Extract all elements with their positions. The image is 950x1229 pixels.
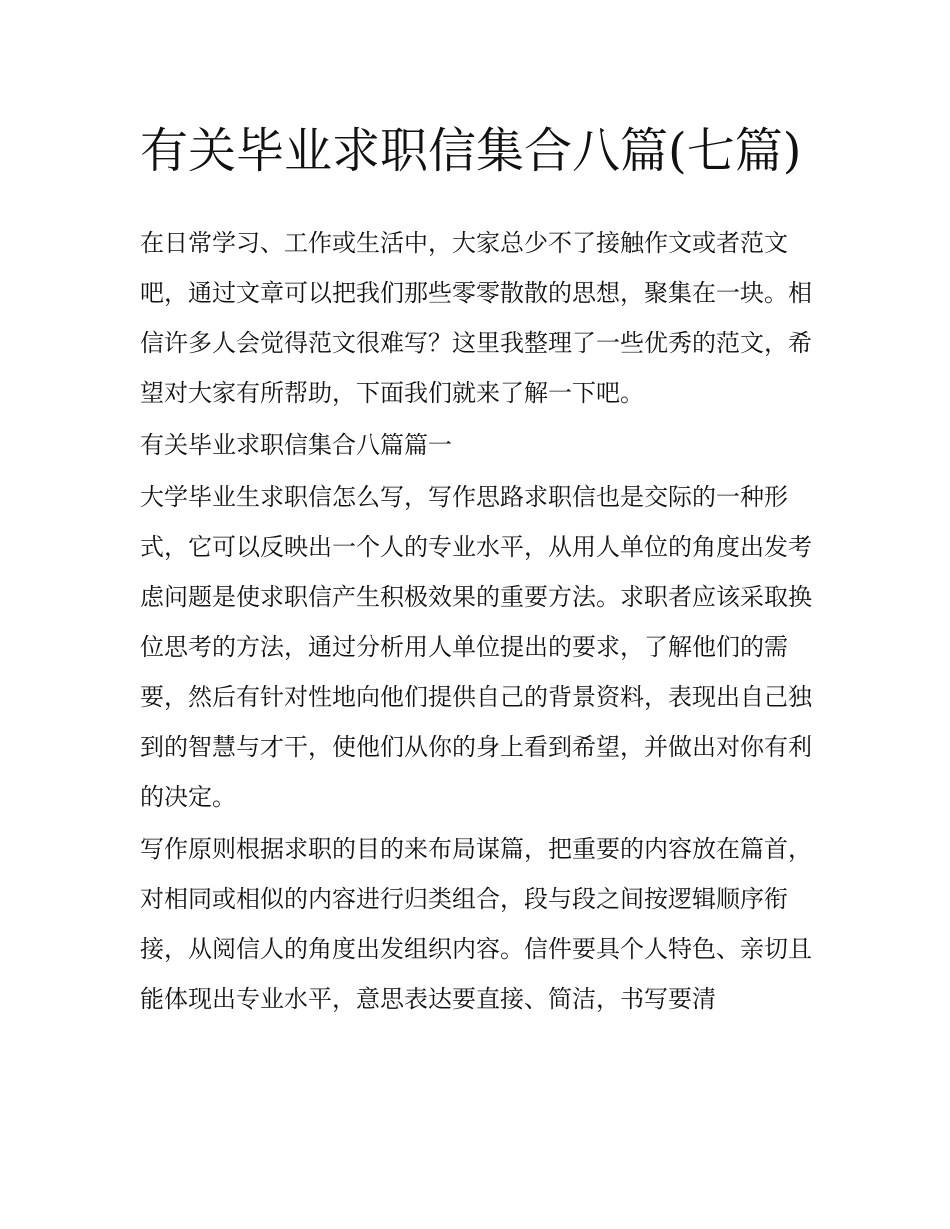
body-paragraph-1: 大学毕业生求职信怎么写，写作思路求职信也是交际的一种形式，它可以反映出一个人的专业水平，从用人单位的角度出发考虑问题是使求职信产生积极效果的重要方法。求职者应该采取换位思考的方法，通过分析用人单位提出的要求，了解他们的需要，然后有针对性地向他们提供自己的背景资料，表现出自己独到的智慧与才干，使他们从你的身上看到希望，并做出对你有利的决定。 [140,483,812,811]
intro-paragraph: 在日常学习、工作或生活中，大家总少不了接触作文或者范文吧，通过文章可以把我们那些零零散散的思想，聚集在一块。相信许多人会觉得范文很难写？这里我整理了一些优秀的范文，希望对大家有所帮助，下面我们就来了解一下吧。 [140,229,812,407]
section-heading: 有关毕业求职信集合八篇篇一 [140,431,452,459]
document-body [140,112,820,1024]
document-title: 有关毕业求职信集合八篇(七篇) [140,123,802,179]
title-spacer [140,190,820,218]
body-paragraph-2: 写作原则根据求职的目的来布局谋篇，把重要的内容放在篇首，对相同或相似的内容进行归类组合，段与段之间按逻辑顺序衔接，从阅信人的角度出发组织内容。信件要具个人特色、亲切且能体现出专业水平，意思表达要直接、简洁，书写要清 [140,835,812,1013]
